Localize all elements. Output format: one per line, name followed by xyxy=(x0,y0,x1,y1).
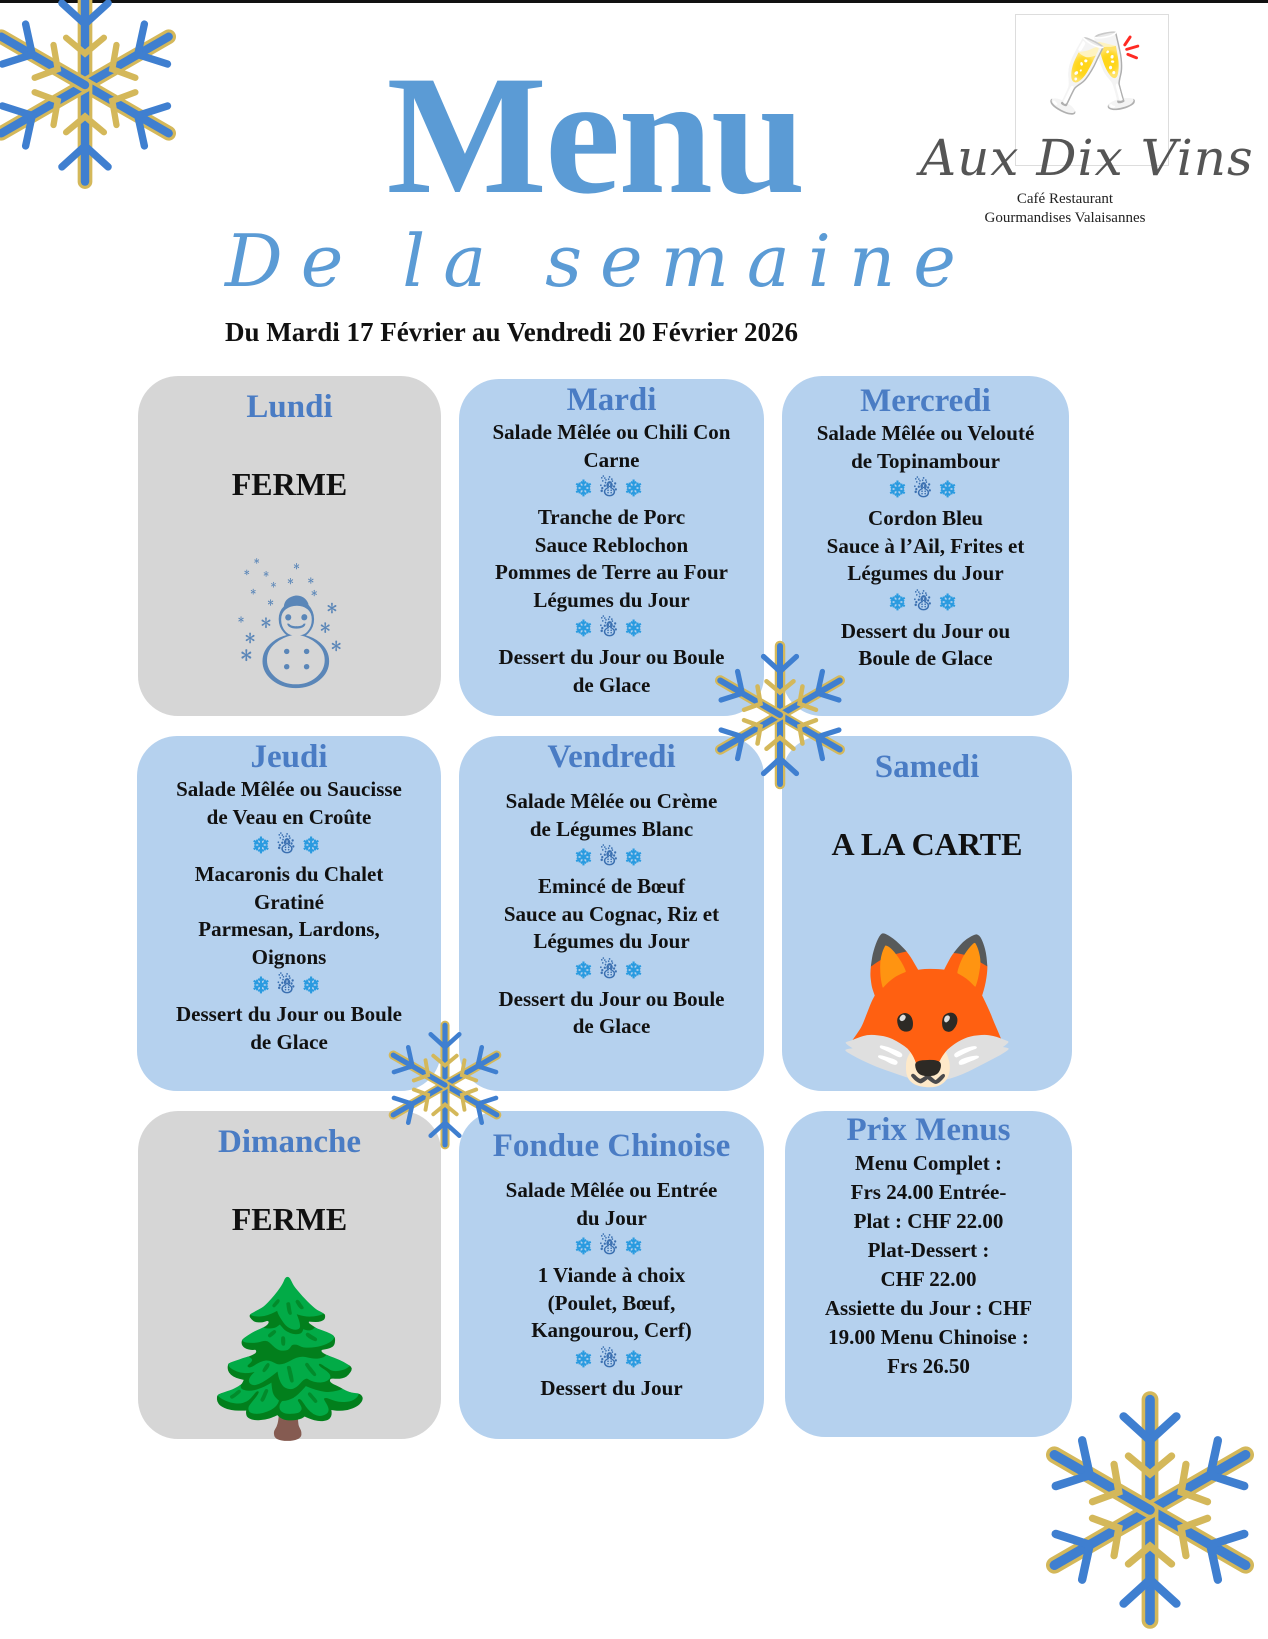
menu-line: Légumes du Jour xyxy=(847,561,1004,585)
menu-line: Sauce Reblochon xyxy=(534,532,689,557)
snowflake-icon: ❄ xyxy=(574,476,599,501)
date-range: Du Mardi 17 Février au Vendredi 20 Février 2026 xyxy=(225,317,798,347)
day-heading: Mardi xyxy=(566,382,657,418)
menu-line: 19.00 Menu Chinoise : xyxy=(828,1325,1029,1349)
menu-line: de Veau en Croûte xyxy=(206,804,372,829)
status-text: FERME xyxy=(231,1201,348,1237)
snowflake-decoration-icon xyxy=(1030,1390,1268,1630)
menu-line: 1 Viande à choix xyxy=(537,1263,686,1287)
page-subtitle: De la semaine xyxy=(225,219,974,303)
day-heading: Jeudi xyxy=(250,739,328,775)
snowflake-icon: ❄ xyxy=(574,1234,599,1259)
snowflake-icon: ❄ xyxy=(574,1346,599,1372)
status-text: A LA CARTE xyxy=(831,826,1023,862)
course-separator xyxy=(467,843,756,873)
course-separator xyxy=(467,1232,756,1262)
menu-line: Salade Mêlée ou Chili Con xyxy=(492,420,731,444)
snowflake-icon: ❄ xyxy=(888,589,913,615)
snowman-icon: ☃ xyxy=(912,477,939,502)
snowflake-icon: ❄ xyxy=(624,616,649,641)
status-text: FERME xyxy=(231,466,348,502)
snowflake-icon: ❄ xyxy=(574,957,599,983)
snowman-icon: ☃ xyxy=(598,1346,625,1372)
menu-line: Dessert du Jour ou Boule xyxy=(498,645,725,669)
snowflake-icon: ❄ xyxy=(574,616,599,641)
menu-line: Dessert du Jour ou xyxy=(840,618,1011,643)
menu-line: Salade Mêlée ou Entrée xyxy=(505,1178,718,1202)
menu-line: Macaronis du Chalet xyxy=(194,862,384,886)
menu-line: Légumes du Jour xyxy=(533,929,690,953)
menu-line: de Glace xyxy=(572,1014,651,1038)
menu-line: Parmesan, Lardons, xyxy=(198,917,380,941)
snowman-icon: ☃ xyxy=(276,833,302,858)
menu-line: Pommes de Terre au Four xyxy=(495,560,728,584)
day-heading: Dimanche xyxy=(218,1124,361,1160)
menu-line: Dessert du Jour xyxy=(540,1375,683,1400)
menu-line: de Glace xyxy=(572,672,651,697)
menu-line: Gratiné xyxy=(254,889,324,914)
menu-line: Dessert du Jour ou Boule xyxy=(176,1002,402,1026)
menu-box-mardi xyxy=(459,379,764,716)
menu-line: du Jour xyxy=(576,1205,647,1230)
day-heading: Fondue Chinoise xyxy=(492,1128,731,1164)
menu-line: Cordon Bleu xyxy=(868,506,983,530)
snowflake-icon: ❄ xyxy=(574,845,599,870)
menu-line: (Poulet, Bœuf, xyxy=(547,1290,676,1315)
course-separator xyxy=(790,475,1061,505)
course-separator xyxy=(467,614,756,644)
menu-line: Tranche de Porc xyxy=(537,505,686,529)
snowman-icon: ☃ xyxy=(598,476,625,501)
course-separator xyxy=(467,1345,756,1375)
menu-line: Plat-Dessert : xyxy=(867,1238,990,1262)
snowman-icon: ☃ xyxy=(598,616,625,641)
day-heading: Samedi xyxy=(874,749,980,785)
logo-name: Aux Dix Vins xyxy=(920,129,1254,187)
menu-line: de Glace xyxy=(250,1029,328,1054)
menu-box-dimanche xyxy=(138,1111,441,1443)
menu-line: de Légumes Blanc xyxy=(529,816,694,841)
fox-icon: 🦊 xyxy=(833,929,1021,1095)
day-heading: Lundi xyxy=(246,389,333,425)
course-separator xyxy=(145,831,433,861)
snowman-icon: ☃ xyxy=(598,845,625,870)
snowman-icon: ☃ xyxy=(276,973,302,998)
course-separator xyxy=(790,588,1061,618)
menu-line: Sauce au Cognac, Riz et xyxy=(503,901,720,926)
snowflake-icon: ❄ xyxy=(624,957,649,983)
day-heading: Mercredi xyxy=(860,383,991,419)
snowflake-icon: ❄ xyxy=(624,845,649,870)
day-heading: Prix Menus xyxy=(846,1112,1011,1148)
menu-line: Assiette du Jour : CHF xyxy=(824,1296,1033,1320)
menu-box-samedi xyxy=(782,736,1072,1095)
menu-box-vendredi xyxy=(459,736,764,1091)
course-separator xyxy=(467,956,756,986)
tree-icon: 🌲 xyxy=(196,1277,383,1443)
snowflake-icon: ❄ xyxy=(938,477,963,502)
menu-box-jeudi xyxy=(137,736,441,1091)
snowflake-icon: ❄ xyxy=(624,1234,649,1259)
menu-line: CHF 22.00 xyxy=(880,1267,977,1291)
menu-box-lundi xyxy=(138,376,441,719)
course-separator xyxy=(467,474,756,504)
menu-line: Oignons xyxy=(251,944,327,969)
menu-line: Légumes du Jour xyxy=(533,587,690,612)
menu-line: de Topinambour xyxy=(851,448,1000,473)
snowflake-icon: ❄ xyxy=(938,589,963,615)
snowflake-icon: ❄ xyxy=(251,833,277,858)
snowflake-icon: ❄ xyxy=(624,476,649,501)
menu-line: Salade Mêlée ou Velouté xyxy=(816,421,1035,445)
snowflake-decoration-icon xyxy=(0,0,190,190)
snowflake-icon: ❄ xyxy=(301,973,327,998)
snowflake-icon: ❄ xyxy=(301,833,327,858)
day-heading: Vendredi xyxy=(547,739,676,775)
menu-box-fondue xyxy=(459,1111,764,1439)
menu-line: Salade Mêlée ou Crème xyxy=(505,789,718,813)
menu-line: Frs 26.50 xyxy=(887,1354,970,1378)
menu-line: Dessert du Jour ou Boule xyxy=(498,986,725,1011)
snowman-icon: ☃ xyxy=(912,589,939,615)
snowman-icon: ☃ xyxy=(598,1234,625,1259)
wine-glasses-icon: 🥂 xyxy=(1045,30,1145,118)
menu-line: Frs 24.00 Entrée- xyxy=(850,1180,1007,1204)
menu-line: Carne xyxy=(583,447,640,472)
page-title: Menu xyxy=(386,41,804,229)
menu-box-mercredi xyxy=(782,376,1069,716)
snowflake-icon: ❄ xyxy=(251,973,277,998)
menu-line: Salade Mêlée ou Saucisse xyxy=(176,777,402,801)
restaurant-logo xyxy=(920,14,1254,226)
snowman-icon: ☃ xyxy=(226,564,353,719)
snowflake-icon: ❄ xyxy=(888,477,913,502)
menu-line: Menu Complet : xyxy=(855,1151,1002,1175)
top-border xyxy=(0,0,1268,3)
snowman-icon: ☃ xyxy=(598,957,625,983)
menu-line: Plat : CHF 22.00 xyxy=(853,1209,1004,1233)
menu-line: Boule de Glace xyxy=(858,646,993,670)
logo-line1: Café Restaurant xyxy=(1016,191,1114,207)
course-separator xyxy=(145,971,433,1001)
menu-line: Kangourou, Cerf) xyxy=(531,1318,692,1342)
menu-line: Sauce à l’Ail, Frites et xyxy=(826,533,1025,558)
menu-line: Emincé de Bœuf xyxy=(538,874,685,898)
logo-line2: Gourmandises Valaisannes xyxy=(984,210,1146,226)
menu-box-prix xyxy=(785,1111,1072,1437)
snowflake-icon: ❄ xyxy=(624,1346,649,1372)
